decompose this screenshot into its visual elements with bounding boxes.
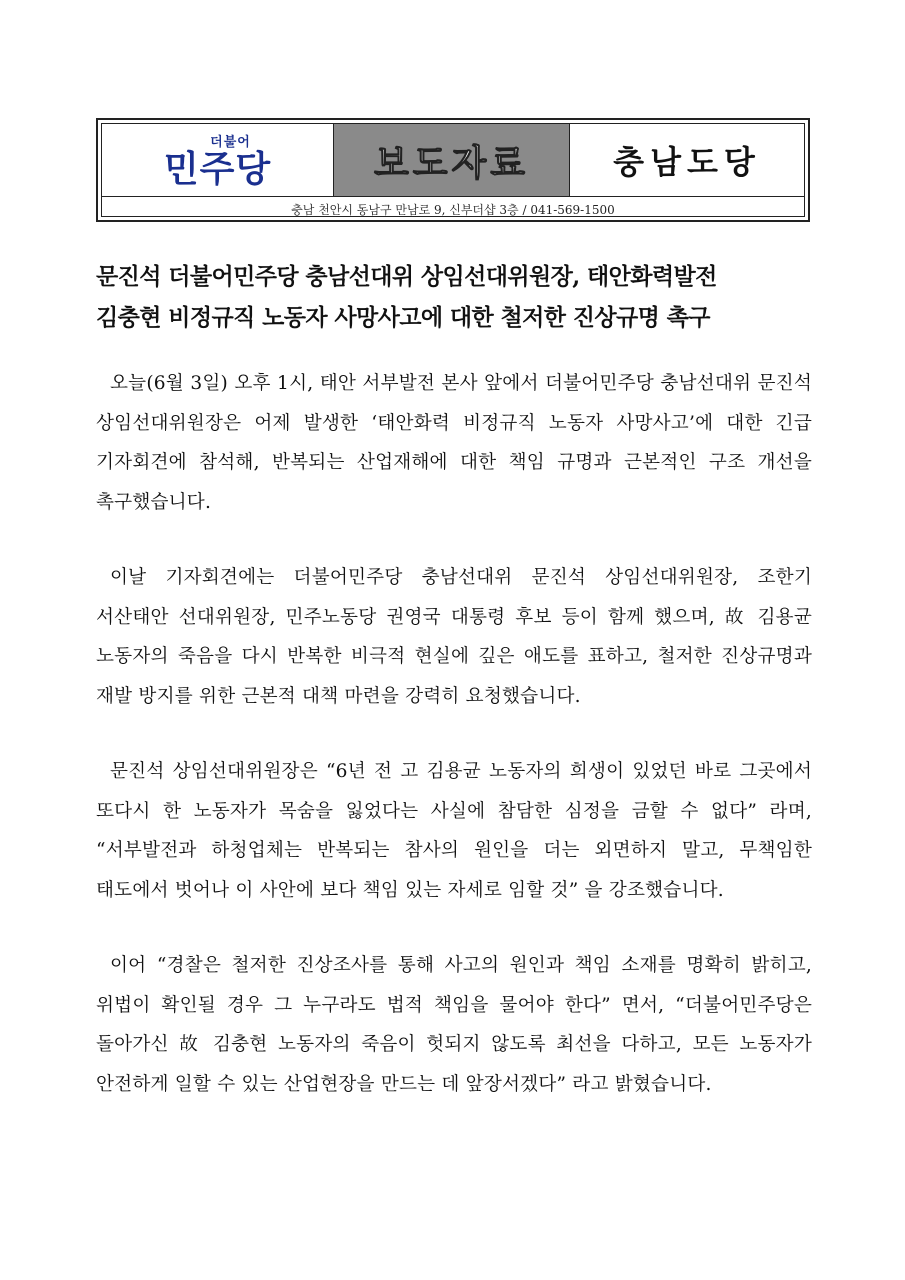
region-cell	[570, 124, 804, 196]
press-release-header	[96, 118, 810, 222]
party-logo-small-text: 더불어	[210, 135, 251, 150]
header-top-row	[102, 124, 804, 197]
party-logo-main-text: 민주당	[163, 149, 272, 190]
header-inner-frame	[101, 123, 805, 217]
address-line: 충남 천안시 동남구 만남로 9, 신부더샵 3층 / 041-569-1500	[291, 202, 615, 217]
document-type-cell	[334, 124, 570, 196]
party-logo	[102, 124, 334, 196]
headline-line-1: 문진석 더불어민주당 충남선대위 상임선대위원장, 태안화력발전	[96, 263, 717, 290]
region-name: 충남도당	[613, 143, 761, 181]
paragraph-4: 이어 “경찰은 철저한 진상조사를 통해 사고의 원인과 책임 소재를 명확히 밝히고, 위법이 확인될 경우 그 누구라도 법적 책임을 물어야 한다” 면서, “더불어민주당은 돌아가신 故 김충현 노동자의 죽음이 헛되지 않도록 최선을 다하고, 모든 노동자가 안전하게 일할 수 있는 산업현장을 만드는 데 앞장서겠다” 라고 밝혔습니다.	[96, 955, 812, 1095]
article-body	[96, 364, 812, 1140]
headline-line-2: 김충현 비정규직 노동자 사망사고에 대한 철저한 진상규명 촉구	[96, 304, 710, 331]
paragraph-2: 이날 기자회견에는 더불어민주당 충남선대위 문진석 상임선대위원장, 조한기 서산태안 선대위원장, 민주노동당 권영국 대통령 후보 등이 함께 했으며, 故 김용균 노동자의 죽음을 다시 반복한 비극적 현실에 깊은 애도를 표하고, 철저한 진상규명과 재발 방지를 위한 근본적 대책 마련을 강력히 요청했습니다.	[96, 567, 812, 707]
headline	[96, 256, 812, 338]
document-type-title: 보도자료	[373, 142, 530, 184]
paragraph-1: 오늘(6월 3일) 오후 1시, 태안 서부발전 본사 앞에서 더불어민주당 충남선대위 문진석 상임선대위원장은 어제 발생한 ‘태안화력 비정규직 노동자 사망사고’에 대한 긴급 기자회견에 참석해, 반복되는 산업재해에 대한 책임 규명과 근본적인 구조 개선을 촉구했습니다.	[96, 373, 812, 513]
paragraph-3: 문진석 상임선대위원장은 “6년 전 고 김용균 노동자의 희생이 있었던 바로 그곳에서 또다시 한 노동자가 목숨을 잃었다는 사실에 참담한 심정을 금할 수 없다” 라며, “서부발전과 하청업체는 반복되는 참사의 원인을 더는 외면하지 말고, 무책임한 태도에서 벗어나 이 사안에 보다 책임 있는 자세로 임할 것” 을 강조했습니다.	[96, 761, 812, 901]
